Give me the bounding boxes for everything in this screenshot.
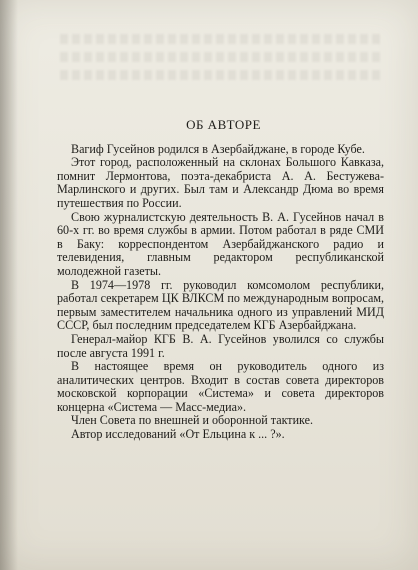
paragraph: Автор исследований «От Ельцина к ... ?». <box>71 427 285 442</box>
show-through-text <box>60 70 380 80</box>
paragraph: Член Совета по внешней и оборонной тактике. <box>71 413 314 428</box>
paragraph: В настоящее время он руководитель одного из аналитических центров. Входит в состав совета директоров московской корпорации «Система» и совета директоров концерна «Система — Масс-медиа». <box>57 359 384 414</box>
article-heading: ОБ АВТОРЕ <box>186 117 261 132</box>
paragraph: Генерал-майор КГБ В. А. Гусейнов уволился со службы после августа 1991 г. <box>57 331 384 360</box>
paragraph: Свою журналистскую деятельность В. А. Гусейнов начал в 60-х гг. во время службы в армии. Потом работал в ряде СМИ в Баку: корреспондентом Азербайджанского радио и телевидения, главным редактором республиканской молодежной газеты. <box>57 209 384 278</box>
paragraph: Вагиф Гусейнов родился в Азербайджане, в городе Кубе. <box>71 141 365 156</box>
paragraph: Этот город, расположенный на склонах Большого Кавказа, помнит Лермонтова, поэта-декабриста А. А. Бестужева-Марлинского и других. Был там и Александр Дюма во время путешествия по России. <box>57 155 384 210</box>
show-through-text <box>60 34 380 44</box>
paragraph: В 1974—1978 гг. руководил комсомолом республики, работал секретарем ЦК ВЛКСМ по международным вопросам, первым заместителем начальника одного из управлений МИД СССР, был последним председателем КГБ Азербайджана. <box>57 277 384 333</box>
article-body <box>57 118 384 442</box>
show-through-text <box>60 52 380 62</box>
